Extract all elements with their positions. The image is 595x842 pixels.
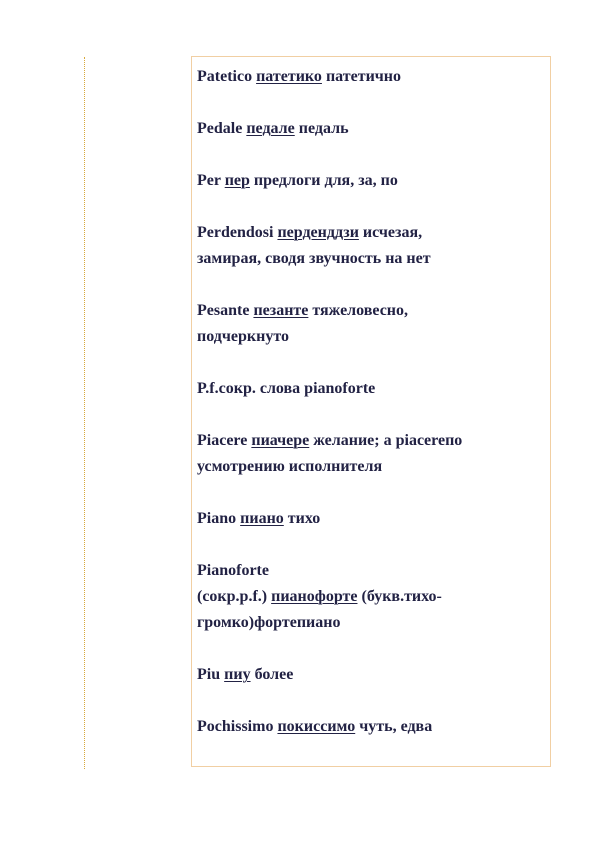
entry-meaning: (букв.тихо-	[361, 588, 442, 605]
entry-pronunciation[interactable]: пиу	[224, 666, 251, 683]
entry-term: Piano	[197, 510, 237, 527]
entry-meaning: желание; a piacereпо	[313, 432, 463, 449]
entry-meaning: тихо	[287, 510, 321, 527]
entry-pronunciation[interactable]: перденддзи	[277, 224, 359, 241]
entry-pronunciation[interactable]: пер	[224, 172, 250, 189]
entry-pronunciation[interactable]: пезанте	[253, 302, 309, 319]
entry-meaning-continued: громко)фортепиано	[197, 614, 341, 631]
entry-term: Patetico	[197, 68, 253, 85]
entry-term: Piacere	[197, 432, 248, 449]
entry-meaning: тяжеловесно,	[312, 302, 409, 319]
entry-meaning-continued: подчеркнуто	[197, 328, 289, 345]
entry-pronunciation[interactable]: пиачере	[251, 432, 310, 449]
entry-meaning: предлоги для, за, по	[253, 172, 398, 189]
entry-term: Perdendosi	[197, 224, 274, 241]
glossary-entry	[197, 714, 537, 740]
glossary-entry	[197, 376, 537, 402]
entry-text: P.f.сокр. слова pianoforte	[197, 380, 376, 397]
entry-term: Pochissimo	[197, 718, 274, 735]
glossary-entries	[197, 64, 537, 766]
entry-pronunciation[interactable]: покиссимо	[277, 718, 356, 735]
glossary-entry	[197, 558, 537, 636]
entry-term: Per	[197, 172, 221, 189]
glossary-entry	[197, 298, 537, 350]
entry-meaning: исчезая,	[362, 224, 423, 241]
glossary-entry	[197, 168, 537, 194]
glossary-entry	[197, 220, 537, 272]
entry-pronunciation[interactable]: пианофорте	[271, 588, 358, 605]
glossary-entry	[197, 662, 537, 688]
entry-meaning-continued: замирая, сводя звучность на нет	[197, 250, 431, 267]
entry-term: Piu	[197, 666, 221, 683]
entry-meaning: более	[254, 666, 294, 683]
glossary-entry	[197, 64, 537, 90]
entry-term: Pedale	[197, 120, 243, 137]
entry-pronunciation[interactable]: педале	[246, 120, 295, 137]
glossary-entry	[197, 506, 537, 532]
entry-meaning: патетично	[325, 68, 402, 85]
glossary-entry	[197, 428, 537, 480]
entry-abbreviation: (сокр.p.f.)	[197, 588, 268, 605]
entry-meaning: педаль	[298, 120, 349, 137]
left-dotted-rule	[84, 57, 85, 769]
entry-term: Pianoforte	[197, 562, 269, 579]
glossary-entry	[197, 116, 537, 142]
entry-meaning: чуть, едва	[359, 718, 433, 735]
entry-term: Pesante	[197, 302, 250, 319]
entry-pronunciation[interactable]: пиано	[240, 510, 284, 527]
entry-pronunciation[interactable]: патетико	[256, 68, 322, 85]
entry-meaning-continued: усмотрению исполнителя	[197, 458, 383, 475]
